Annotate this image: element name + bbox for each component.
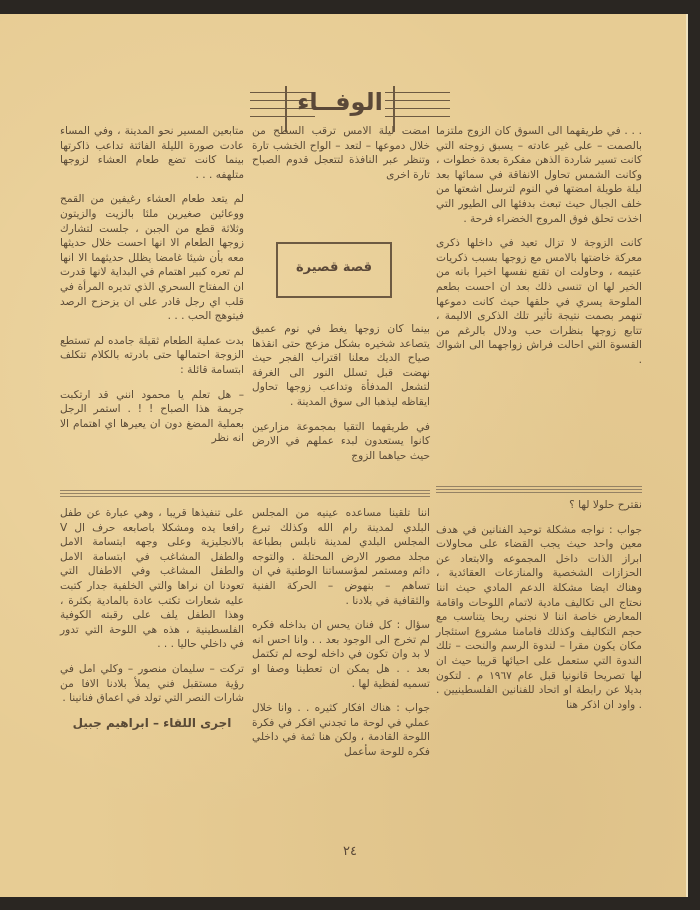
story-paragraph: متابعين المسير نحو المدينة ، وفي المساء عادت صورة الليلة الفائتة تداعب ذاكرتها بينما كانت تضع طعام العشاء لزوجها متلهفه . . . <box>60 125 244 181</box>
interview-paragraph: تركت – سليمان منصور – وكلي امل في رؤية مستقبل فني يملأ بلادنا الافا من شارات النصر التي تولد في اعماق فنانينا . <box>60 662 244 705</box>
story-paragraph: بدت عملية الطعام ثقيلة جامده لم تستطع الزوجة احتمالها حتى بادرته بالكلام تتكلف ابتسامة قائلة : <box>60 334 244 376</box>
interview-question-tail: نقترح حلولا لها ؟ <box>569 499 642 511</box>
divider-left <box>60 490 430 497</box>
interview-column-left <box>60 506 244 740</box>
story-paragraph: – هل تعلم يا محمود انني قد ارتكبت جريمة هذا الصباح ! ! . استمر الرجل بعملية المضغ دون ان يعيرها اي اهتمام الا انه نظر <box>60 388 244 445</box>
magazine-page <box>0 14 688 897</box>
story-paragraph: في طريقهما التقيا بمجموعة مزارعين كانوا يستعدون لبدء عملهم في الارض حيث حياهما الزوج <box>252 420 430 462</box>
story-paragraph: لم يتعد طعام العشاء رغيفين من القمح ووعائين صغيرين ملئا بالزيت والزيتون وثلاثة قطع من الجبن ، جلست لتشارك زوجها الطعام الا انها احست خلال حديثها معه بأن شيئا غامضا يظلل حديثهما الا انها لم تعره كبير اهتمام في البداية لانها قدرت ان المفتاح السحري الذي تديره المرأة في قلب اي رجل قادر على ان يزحزح الرصد فيتوهج الحب . . . <box>60 193 244 323</box>
page-number: ٢٤ <box>343 844 357 859</box>
title-rule-right <box>385 92 450 124</box>
divider-right <box>436 486 642 493</box>
story-paragraph: امضت ليلة الامس ترقب السطح من خلال دموعها – لتعد – الواح الخشب تارة وتنظر عبر النافذة لتتعجل قدوم الصباح تارة اخرى <box>252 125 430 181</box>
interview-answer: جواب : نواجه مشكلة توحيد الفنانين في هدف معين واحد حيث يجب القضاء على محاولات ابراز الذات داخل المجموعه والابتعاد عن الحزازات الشخصية والمنازعات العقائدية ، وهناك ايضا مشكلة الدعم المادي حيث اننا نحتاج الى تكاليف مادية لاتمام اللوحات واقامة المعارض خاصة اننا لا نجني ربحا يتناسب مع حجم التكاليف وكذلك فامامنا مشروع استئجار مكان يكون مقرا – لندوة الرسم والنحت – تلك الندوة التي ستعمل على احيائها قريبا حيث ان لها تصريحا قانونيا قبل عام ١٩٦٧ م . لتكون بديلا عن رابطة او اتحاد للفنانين الفلسطينيين . . واود ان اذكر هنا <box>436 523 642 711</box>
interview-byline: اجرى اللقاء – ابراهيم جبيل <box>72 715 232 730</box>
interview-column-right <box>436 498 642 722</box>
story-paragraph: كانت الزوجة لا تزال تعيد في داخلها ذكرى معركة خاضتها بالامس مع زوجها بسبب ذكريات عتيمه ، وحاولت ان تقنع نفسها اخيرا بانه من الخير لها ان تنسى ذلك بعد ان احست بطعم الملوحة يسري في حلقها حيث كانت دموعها تنهمر بصمت نتيجة تأثير تلك الذكرى الاليمة ، تتابع زوجها بنظرات حب ودلال بالرغم من القسوة التي احالت فراش زواجهما الى اشواك . <box>436 237 642 366</box>
interview-column-middle <box>252 506 430 770</box>
article-title: الوفــاء <box>297 88 383 116</box>
interview-answer: جواب : هناك افكار كثيره . . وانا خلال عملي في لوحة ما تجدني افكر في فكرة اللوحة القادمة ، ولكن هنا ثمة في داخلي فكره للوحة سأعمل <box>252 702 430 758</box>
interview-paragraph: اننا تلقينا مساعده عينيه من المجلس البلدي لمدينة رام الله وكذلك تبرع المجلس البلدي لمدينة نابلس بطباعة مجلد مصور الارض المحتلة . والتوجه دائم ومستمر لمؤسساتنا الوطنية في ان تساهم – بنهوض – الحركة الفنية والثقافية في بلادنا . <box>252 507 430 607</box>
story-column-left <box>60 124 244 456</box>
section-label-box <box>276 242 392 298</box>
article-title-block <box>250 76 450 126</box>
story-column-right <box>436 124 642 378</box>
story-column-middle-bottom <box>252 322 430 473</box>
interview-question: سؤال : كل فنان يحس ان بداخله فكره لم تخرج الى الوجود بعد . . وانا احس انه لا بد وان تكون في داخله لوحه لم تكتمل بعد . . هل يمكن ان تعطينا وصفا او تسميه لفظية لها . <box>252 619 430 690</box>
section-label: قصة قصيرة <box>295 260 373 275</box>
story-paragraph: . . . في طريقهما الى السوق كان الزوج ملتزما بالصمت – على غير عادته – يسبق زوجته التي كانت تسير شاردة الذهن مفكرة بعدة خطوات ، وكانت الشمس تحاول الانفاقة في سمائها بعد ليلة طويلة امضتها في النوم لترسل اشعتها من خلف الجبال حيث تبعث بدفئها الى الطيور التي اخذت تحلق فوق المروج الخضراء فرحة . <box>436 125 642 225</box>
interview-paragraph: على تنفيذها قريبا ، وهي عبارة عن طفل رافعا يده ومشكلا باصابعه حرف ال V بالانجليزية وعلى وجهه ابتسامة الامل والطفل المشاغب في ابتسامة الامل والطفل المشاغب وفي الاطفال التي تعودنا ان نراها والتي الخلفية جدار كتبت عليه شعارات تكتب عادة بالمادية بكثرة ، وهذا الطفل يلف على رقبته الكوفية الفلسطينية ، هذه هي اللوحة التي تدور في داخلي حاليا . . . <box>60 507 244 651</box>
story-paragraph: بينما كان زوجها يغط في نوم عميق يتصاعد شخيره بشكل مزعج حتى انقذها صياح الديك معلنا اقتراب الفجر حيث نهضت قبل تسلل النور الى الغرفة لتشعل المدفأة وتداعب زوجها تحاول ايقاظه ليذهبا الى سوق المدينة . <box>252 323 430 408</box>
story-column-middle-top <box>252 124 430 192</box>
